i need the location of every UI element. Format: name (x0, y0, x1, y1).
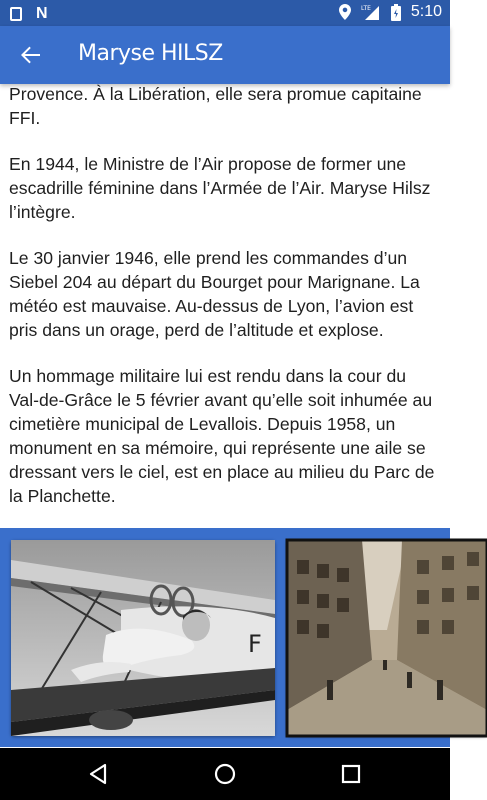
article-content[interactable] (0, 84, 450, 528)
article-text (0, 58, 450, 508)
n-notification-icon: N (36, 5, 48, 22)
arrow-left-icon (20, 45, 40, 65)
back-button[interactable] (14, 39, 46, 71)
status-time: 5:10 (410, 3, 442, 20)
nav-home-button[interactable] (211, 760, 239, 788)
page-title: Maryse HILSZ (78, 41, 223, 66)
gallery-image-aviator[interactable] (11, 540, 275, 736)
article-paragraph: Le 30 janvier 1946, elle prend les commandes d’un Siebel 204 au départ du Bourget pour Marignane. La météo est mauvaise. Au-dessus de Lyon, l’avion est pris dans un orage, perd de l’altitude et explose. (9, 248, 420, 340)
old-street-postcard-photo (287, 540, 487, 736)
article-paragraph: Un hommage militaire lui est rendu dans la cour du Val-de-Grâce le 5 février avant qu’elle soit inhumée au cimetière municipal de Levallois. Depuis 1958, un monument en sa mémoire, qui représente une aile se dressant vers le ciel, est en place au milieu du Parc de la Planchette. (9, 366, 435, 506)
article-paragraph: Provence. À la Libération, elle sera promue capitaine FFI. (9, 84, 422, 128)
home-circle-icon (214, 763, 236, 785)
lte-signal-icon (361, 4, 381, 20)
app-bar (0, 26, 450, 84)
location-icon (339, 4, 351, 20)
system-navigation-bar (0, 748, 450, 800)
nav-recents-button[interactable] (337, 760, 365, 788)
back-triangle-icon (88, 763, 108, 785)
nav-back-button[interactable] (84, 760, 112, 788)
aviator-on-biplane-wing-photo (11, 540, 275, 736)
aircraft-marking: F (248, 630, 262, 658)
article-paragraph: En 1944, le Ministre de l’Air propose de former une escadrille féminine dans l’Armée de l’Air. Maryse Hilsz l’intègre. (9, 154, 431, 222)
status-bar (0, 0, 450, 26)
recents-square-icon (341, 764, 361, 784)
battery-icon (391, 4, 401, 21)
svg-text:LTE: LTE (360, 5, 371, 12)
sd-card-icon (10, 7, 22, 21)
gallery-image-street[interactable] (287, 540, 487, 736)
image-gallery[interactable] (0, 528, 450, 747)
